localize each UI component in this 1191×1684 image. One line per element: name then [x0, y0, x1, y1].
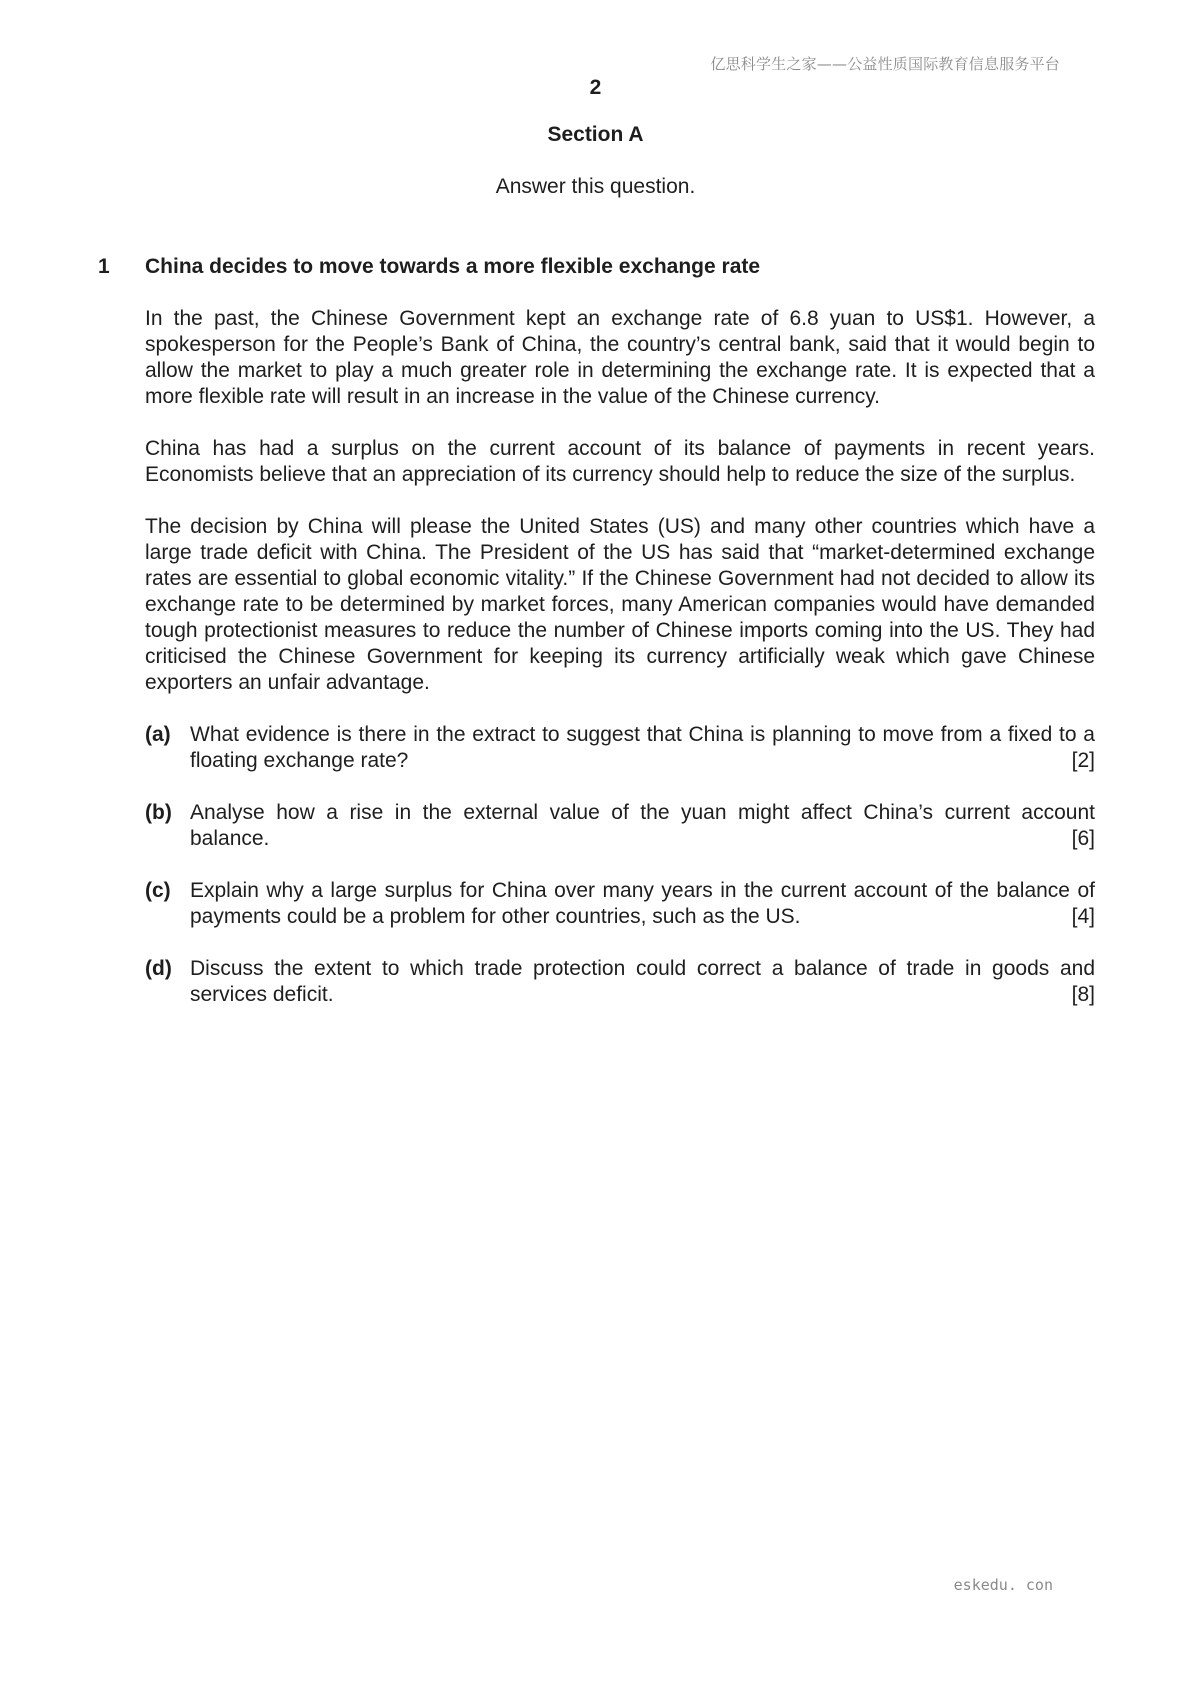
- part-question: What evidence is there in the extract to suggest that China is planning to move from a fixed to a floating exchange rate?: [190, 723, 1095, 772]
- header-watermark: 亿思科学生之家——公益性质国际教育信息服务平台: [710, 55, 1060, 73]
- part-marks: [4]: [1071, 905, 1095, 928]
- part-label: (c): [145, 879, 171, 902]
- part-question: Explain why a large surplus for China over many years in the current account of the balance of payments could be a problem for other countries, such as the US.: [190, 879, 1095, 928]
- part-text: [190, 878, 1095, 930]
- footer-watermark: eskedu. con: [953, 1576, 1053, 1594]
- question-content: [145, 306, 1095, 1034]
- question-number: 1: [98, 255, 110, 278]
- question-title: China decides to move towards a more flexible exchange rate: [145, 255, 761, 278]
- part-label: (a): [145, 723, 171, 746]
- question-part-d: [145, 956, 1095, 1008]
- extract-paragraph-1: In the past, the Chinese Government kept an exchange rate of 6.8 yuan to US$1. However, a spokesperson for the People’s Bank of China, the country’s central bank, said that it would begin to allow the market to play a much greater role in determining the exchange rate. It is expected that a more flexible rate will result in an increase in the value of the Chinese currency.: [145, 307, 1095, 408]
- part-text: [190, 800, 1095, 852]
- extract-paragraph-3: The decision by China will please the United States (US) and many other countries which have a large trade deficit with China. The President of the US has said that “market-determined exchange rates are essential to global economic vitality.” If the Chinese Government had not decided to allow its exchange rate to be determined by market forces, many American companies would have demanded tough protectionist measures to reduce the number of Chinese imports coming into the US. They had criticised the Chinese Government for keeping its currency artificially weak which gave Chinese exporters an unfair advantage.: [145, 515, 1095, 694]
- question-part-a: [145, 722, 1095, 774]
- part-label: (d): [145, 957, 172, 980]
- part-question: Discuss the extent to which trade protection could correct a balance of trade in goods and services deficit.: [190, 957, 1095, 1006]
- question-part-b: [145, 800, 1095, 852]
- part-text: [190, 956, 1095, 1008]
- question-part-c: [145, 878, 1095, 930]
- instruction-text: Answer this question.: [495, 175, 696, 198]
- part-marks: [8]: [1071, 983, 1095, 1006]
- part-marks: [2]: [1071, 749, 1095, 772]
- part-text: [190, 722, 1095, 774]
- section-title: Section A: [547, 123, 644, 146]
- extract-paragraph-2: China has had a surplus on the current account of its balance of payments in recent years. Economists believe that an appreciation of its currency should help to reduce the size of the surplus.: [145, 437, 1095, 486]
- page-number: 2: [589, 76, 602, 99]
- part-marks: [6]: [1071, 827, 1095, 850]
- part-label: (b): [145, 801, 172, 824]
- part-question: Analyse how a rise in the external value of the yuan might affect China’s current account balance.: [190, 801, 1095, 850]
